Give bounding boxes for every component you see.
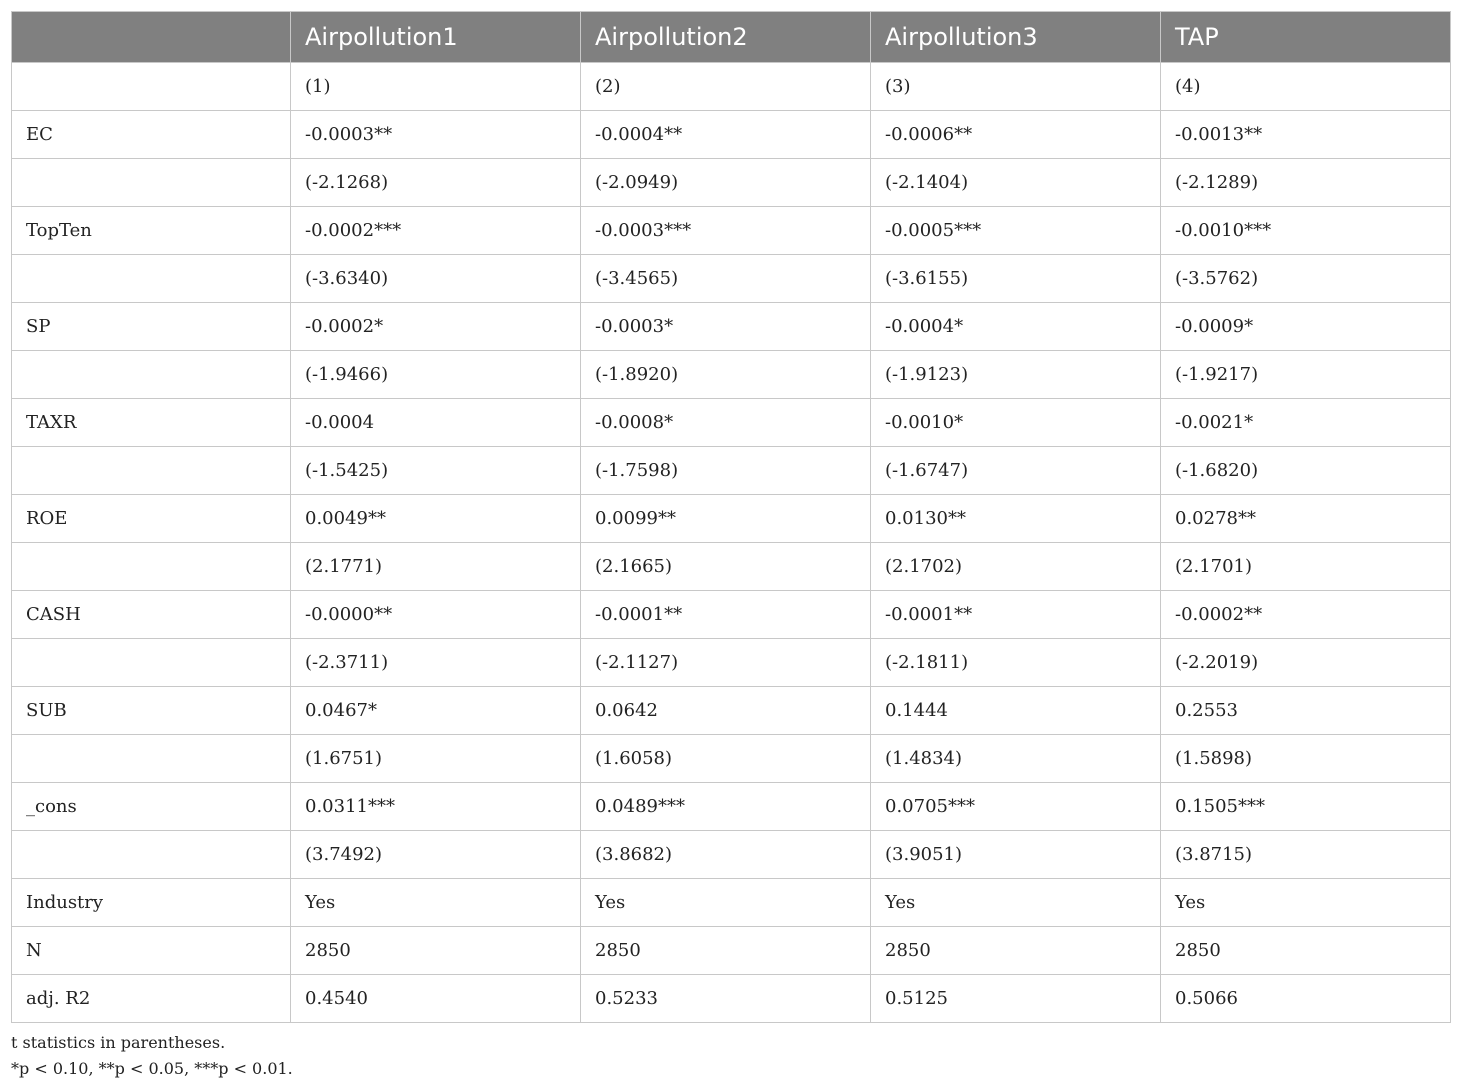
row-label [12, 63, 291, 111]
row-label: Industry [12, 879, 291, 927]
table-cell: (-1.9123) [871, 351, 1161, 399]
table-cell: -0.0001** [581, 591, 871, 639]
column-header: Airpollution2 [581, 12, 871, 63]
table-row [12, 447, 1451, 495]
table-cell: -0.0001** [871, 591, 1161, 639]
table-cell: (2.1665) [581, 543, 871, 591]
table-cell: -0.0006** [871, 111, 1161, 159]
table-row [12, 687, 1451, 735]
row-label: SP [12, 303, 291, 351]
row-label: CASH [12, 591, 291, 639]
table-row [12, 303, 1451, 351]
table-cell: 0.0278** [1161, 495, 1451, 543]
table-row [12, 495, 1451, 543]
table-cell: -0.0002*** [291, 207, 581, 255]
table-row [12, 831, 1451, 879]
table-cell: 0.0705*** [871, 783, 1161, 831]
table-cell: (1.4834) [871, 735, 1161, 783]
table-body [12, 63, 1451, 1023]
table-cell: (1.6751) [291, 735, 581, 783]
table-cell: (-2.1289) [1161, 159, 1451, 207]
table-cell: (3.9051) [871, 831, 1161, 879]
table-cell: 2850 [871, 927, 1161, 975]
table-cell: (2) [581, 63, 871, 111]
table-cell: (2.1771) [291, 543, 581, 591]
table-cell: (-2.1811) [871, 639, 1161, 687]
row-label: TAXR [12, 399, 291, 447]
table-row [12, 159, 1451, 207]
table-cell: 0.0642 [581, 687, 871, 735]
regression-table [11, 11, 1451, 1023]
row-label: EC [12, 111, 291, 159]
header-row [12, 12, 1451, 63]
row-label [12, 351, 291, 399]
table-cell: (2.1702) [871, 543, 1161, 591]
table-cell: (-3.6340) [291, 255, 581, 303]
note-significance-levels: *p < 0.10, **p < 0.05, ***p < 0.01. [11, 1059, 293, 1078]
table-cell: (2.1701) [1161, 543, 1451, 591]
table-cell: 0.1444 [871, 687, 1161, 735]
table-cell: (-3.4565) [581, 255, 871, 303]
table-cell: (-3.6155) [871, 255, 1161, 303]
table-cell: (-2.1404) [871, 159, 1161, 207]
table-cell: (3) [871, 63, 1161, 111]
table-cell: 0.2553 [1161, 687, 1451, 735]
table-row [12, 639, 1451, 687]
table-row [12, 591, 1451, 639]
table-cell: 0.0467* [291, 687, 581, 735]
table-cell: -0.0002* [291, 303, 581, 351]
table-cell: 0.0130** [871, 495, 1161, 543]
row-label: N [12, 927, 291, 975]
row-label: ROE [12, 495, 291, 543]
table-cell: (-2.3711) [291, 639, 581, 687]
table-cell: -0.0021* [1161, 399, 1451, 447]
row-label: adj. R2 [12, 975, 291, 1023]
table-cell: -0.0003* [581, 303, 871, 351]
table-cell: (3.8682) [581, 831, 871, 879]
table-cell: (1.6058) [581, 735, 871, 783]
table-row [12, 207, 1451, 255]
table-cell: (-2.1127) [581, 639, 871, 687]
table-cell: -0.0003** [291, 111, 581, 159]
table-cell: Yes [871, 879, 1161, 927]
table-cell: 2850 [1161, 927, 1451, 975]
table-row [12, 111, 1451, 159]
table-cell: (-1.6820) [1161, 447, 1451, 495]
table-row [12, 975, 1451, 1023]
table-cell: (-3.5762) [1161, 255, 1451, 303]
row-label: SUB [12, 687, 291, 735]
row-label: _cons [12, 783, 291, 831]
table-cell: (-1.5425) [291, 447, 581, 495]
table-cell: -0.0013** [1161, 111, 1451, 159]
row-label [12, 543, 291, 591]
table-cell: (-1.7598) [581, 447, 871, 495]
row-label [12, 831, 291, 879]
table-cell: (-1.6747) [871, 447, 1161, 495]
table-cell: -0.0010* [871, 399, 1161, 447]
table-cell: 2850 [581, 927, 871, 975]
table-cell: Yes [581, 879, 871, 927]
table-cell: (3.8715) [1161, 831, 1451, 879]
table-cell: -0.0003*** [581, 207, 871, 255]
table-row [12, 783, 1451, 831]
row-label [12, 639, 291, 687]
row-label [12, 159, 291, 207]
row-label [12, 447, 291, 495]
table-cell: (1.5898) [1161, 735, 1451, 783]
table-cell: -0.0004** [581, 111, 871, 159]
table-cell: 0.5125 [871, 975, 1161, 1023]
table-cell: 2850 [291, 927, 581, 975]
table-cell: -0.0009* [1161, 303, 1451, 351]
table-row [12, 927, 1451, 975]
table-cell: (4) [1161, 63, 1451, 111]
table-cell: -0.0004 [291, 399, 581, 447]
table-cell: 0.0489*** [581, 783, 871, 831]
table-cell: (-1.9217) [1161, 351, 1451, 399]
column-header: TAP [1161, 12, 1451, 63]
table-cell: -0.0000** [291, 591, 581, 639]
table-header [12, 12, 1451, 63]
table-cell: (-2.1268) [291, 159, 581, 207]
table-cell: 0.0049** [291, 495, 581, 543]
table-cell: 0.4540 [291, 975, 581, 1023]
table-row [12, 735, 1451, 783]
table-row [12, 543, 1451, 591]
table-cell: Yes [1161, 879, 1451, 927]
column-header: Airpollution3 [871, 12, 1161, 63]
table-cell: 0.0311*** [291, 783, 581, 831]
table-cell: -0.0008* [581, 399, 871, 447]
table-cell: -0.0005*** [871, 207, 1161, 255]
table-cell: 0.0099** [581, 495, 871, 543]
table-cell: Yes [291, 879, 581, 927]
table-row [12, 879, 1451, 927]
table-cell: (-2.2019) [1161, 639, 1451, 687]
table-row [12, 255, 1451, 303]
table-cell: (3.7492) [291, 831, 581, 879]
table-cell: (-2.0949) [581, 159, 871, 207]
table-row [12, 63, 1451, 111]
table-cell: -0.0004* [871, 303, 1161, 351]
column-header: Airpollution1 [291, 12, 581, 63]
table-row [12, 351, 1451, 399]
row-label [12, 255, 291, 303]
row-label: TopTen [12, 207, 291, 255]
table-cell: (-1.9466) [291, 351, 581, 399]
table-cell: 0.1505*** [1161, 783, 1451, 831]
table-cell: -0.0010*** [1161, 207, 1451, 255]
table-cell: (1) [291, 63, 581, 111]
header-cell-blank [12, 12, 291, 63]
table-cell: (-1.8920) [581, 351, 871, 399]
regression-table-container [11, 11, 1450, 1023]
table-notes [11, 1030, 293, 1082]
table-cell: -0.0002** [1161, 591, 1451, 639]
table-cell: 0.5233 [581, 975, 871, 1023]
table-row [12, 399, 1451, 447]
note-t-statistics: t statistics in parentheses. [11, 1033, 226, 1052]
table-cell: 0.5066 [1161, 975, 1451, 1023]
row-label [12, 735, 291, 783]
